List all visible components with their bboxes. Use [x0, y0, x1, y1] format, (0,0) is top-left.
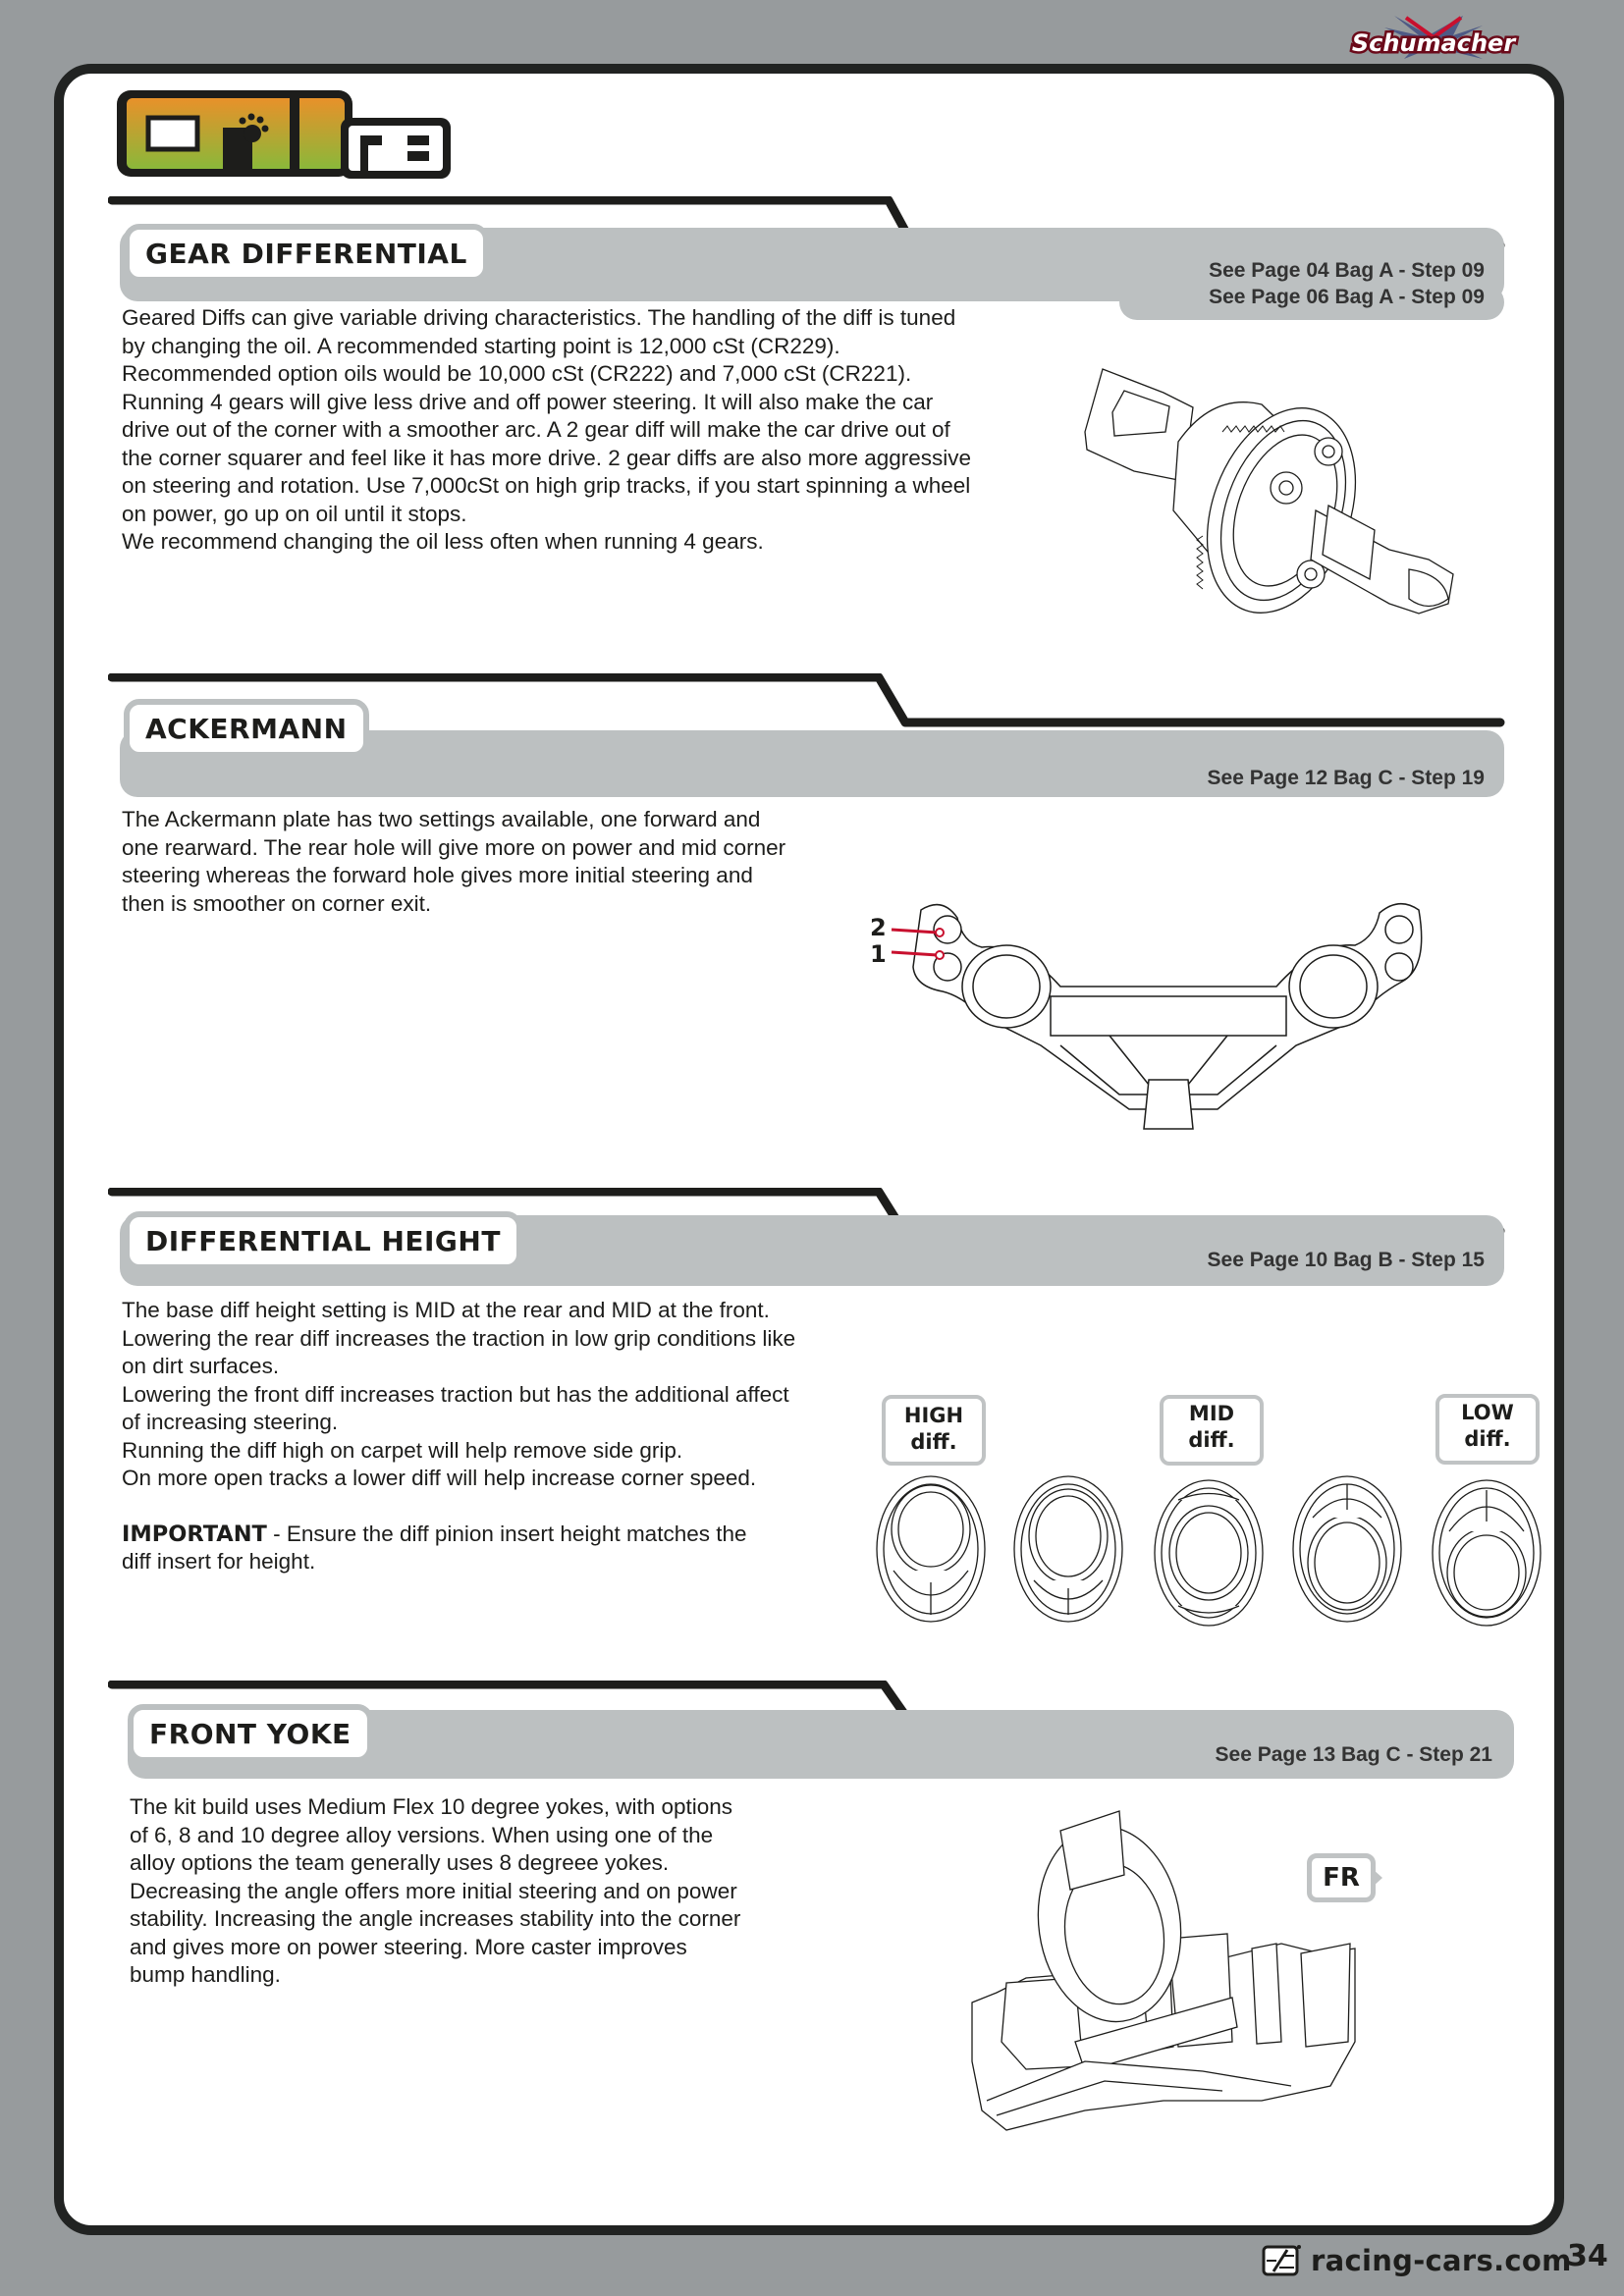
body-line: The kit build uses Medium Flex 10 degree yokes, with options	[130, 1794, 733, 1819]
important-note	[122, 1521, 868, 1549]
body-line: The base diff height setting is MID at the rear and MID at the front.	[122, 1298, 770, 1322]
section-title: GEAR DIFFERENTIAL	[145, 237, 467, 270]
section-title-box	[124, 224, 489, 283]
body-line: and gives more on power steering. More caster improves	[130, 1934, 687, 1959]
page-reference: See Page 13 Bag C - Step 21	[1215, 1743, 1492, 1766]
body-line: of 6, 8 and 10 degree alloy versions. When using one of the	[130, 1822, 714, 1847]
low-diff-label	[1435, 1394, 1540, 1465]
body-line: of increasing steering.	[122, 1410, 339, 1434]
cat-pb-logo	[113, 84, 457, 183]
page-reference: See Page 12 Bag C - Step 19	[1207, 767, 1485, 789]
body-line: We recommend changing the oil less often when running 4 gears.	[122, 529, 764, 554]
page-references	[1208, 765, 1485, 791]
footer-site	[1262, 2241, 1572, 2280]
site-name: racing-cars.com	[1311, 2244, 1572, 2277]
body-line: Lowering the front diff increases traction but has the additional affect	[122, 1381, 789, 1407]
section-body	[122, 1297, 868, 1576]
body-line: on dirt surfaces.	[122, 1354, 280, 1378]
label-line: HIGH	[903, 1404, 964, 1427]
body-line: Recommended option oils would be 10,000 cSt (CR222) and 7,000 cSt (CR221).	[122, 361, 912, 386]
section-body	[122, 304, 1045, 557]
mid-diff-label	[1160, 1395, 1264, 1466]
page-references	[1216, 1741, 1492, 1768]
section-title-box	[124, 699, 369, 758]
gear-differential-diagram	[1075, 363, 1468, 648]
section-title: ACKERMANN	[145, 712, 348, 745]
page-references	[1209, 257, 1485, 310]
body-line: On more open tracks a lower diff will help increase corner speed.	[122, 1466, 757, 1490]
body-line: The Ackermann plate has two settings available, one forward and	[122, 807, 761, 831]
body-line: by changing the oil. A recommended starting point is 12,000 cSt (CR229).	[122, 333, 840, 358]
racing-cars-logo-icon	[1262, 2244, 1301, 2277]
page-reference: See Page 04 Bag A - Step 09	[1209, 259, 1485, 282]
body-line: on steering and rotation. Use 7,000cSt on high grip tracks, if you start spinning a wheel	[122, 473, 971, 498]
body-line: Running 4 gears will give less drive and off power steering. It will also make the car	[122, 389, 934, 414]
insert-mid-low	[1293, 1476, 1401, 1622]
front-direction-label	[1307, 1853, 1376, 1902]
body-line: Decreasing the angle offers more initial steering and on power	[130, 1878, 737, 1903]
body-line: Lowering the rear diff increases the traction in low grip conditions like	[122, 1325, 796, 1351]
insert-high	[877, 1476, 985, 1622]
hole-label-1: 1	[870, 940, 887, 968]
important-label: IMPORTANT	[122, 1521, 267, 1547]
ackermann-plate-diagram	[864, 888, 1473, 1134]
important-text: - Ensure the diff pinion insert height matches the	[266, 1521, 747, 1546]
schumacher-logo	[1335, 14, 1532, 63]
hole-label-2: 2	[870, 914, 887, 941]
important-text-line2: diff insert for height.	[122, 1549, 316, 1574]
body-line: Geared Diffs can give variable driving characteristics. The handling of the diff is tuned	[122, 305, 956, 330]
section-title: DIFFERENTIAL HEIGHT	[145, 1224, 501, 1257]
body-line: the corner squarer and feel like it has more drive. 2 gear diffs are also more aggressive	[122, 445, 972, 470]
page-references	[1208, 1247, 1485, 1273]
section-body	[130, 1793, 837, 1990]
body-line: Running the diff high on carpet will help remove side grip.	[122, 1437, 683, 1463]
body-line: then is smoother on corner exit.	[122, 890, 432, 916]
body-line: one rearward. The rear hole will give more on power and mid corner	[122, 834, 786, 860]
direction-text: FR	[1323, 1863, 1360, 1893]
section-title: FRONT YOKE	[149, 1717, 352, 1750]
page-reference: See Page 10 Bag B - Step 15	[1207, 1249, 1485, 1271]
label-line: LOW	[1461, 1401, 1514, 1424]
body-line: stability. Increasing the angle increases stability into the corner	[130, 1906, 741, 1931]
insert-mid	[1155, 1480, 1263, 1626]
page-number: 34	[1567, 2239, 1608, 2273]
label-line: diff.	[1464, 1427, 1511, 1451]
label-line: diff.	[910, 1430, 957, 1454]
body-line: drive out of the corner with a smoother arc. A 2 gear diff will make the car drive out of	[122, 417, 950, 442]
svg-text:Schumacher: Schumacher	[1351, 29, 1516, 57]
page-reference: See Page 06 Bag A - Step 09	[1209, 286, 1485, 308]
diff-height-inserts-diagram	[872, 1472, 1545, 1629]
body-line: bump handling.	[130, 1962, 281, 1987]
section-title-box	[124, 1211, 522, 1270]
label-line: MID	[1188, 1402, 1235, 1425]
label-line: diff.	[1188, 1428, 1235, 1452]
insert-mid-high	[1014, 1476, 1122, 1622]
body-line: on power, go up on oil until it stops.	[122, 501, 467, 526]
body-line: steering whereas the forward hole gives more initial steering and	[122, 863, 753, 887]
insert-low	[1433, 1480, 1541, 1626]
body-line: alloy options the team generally uses 8 degreee yokes.	[130, 1850, 670, 1875]
section-body	[122, 806, 868, 918]
high-diff-label	[882, 1395, 986, 1466]
direction-arrow-icon	[1373, 1869, 1384, 1887]
section-title-box	[128, 1704, 373, 1763]
